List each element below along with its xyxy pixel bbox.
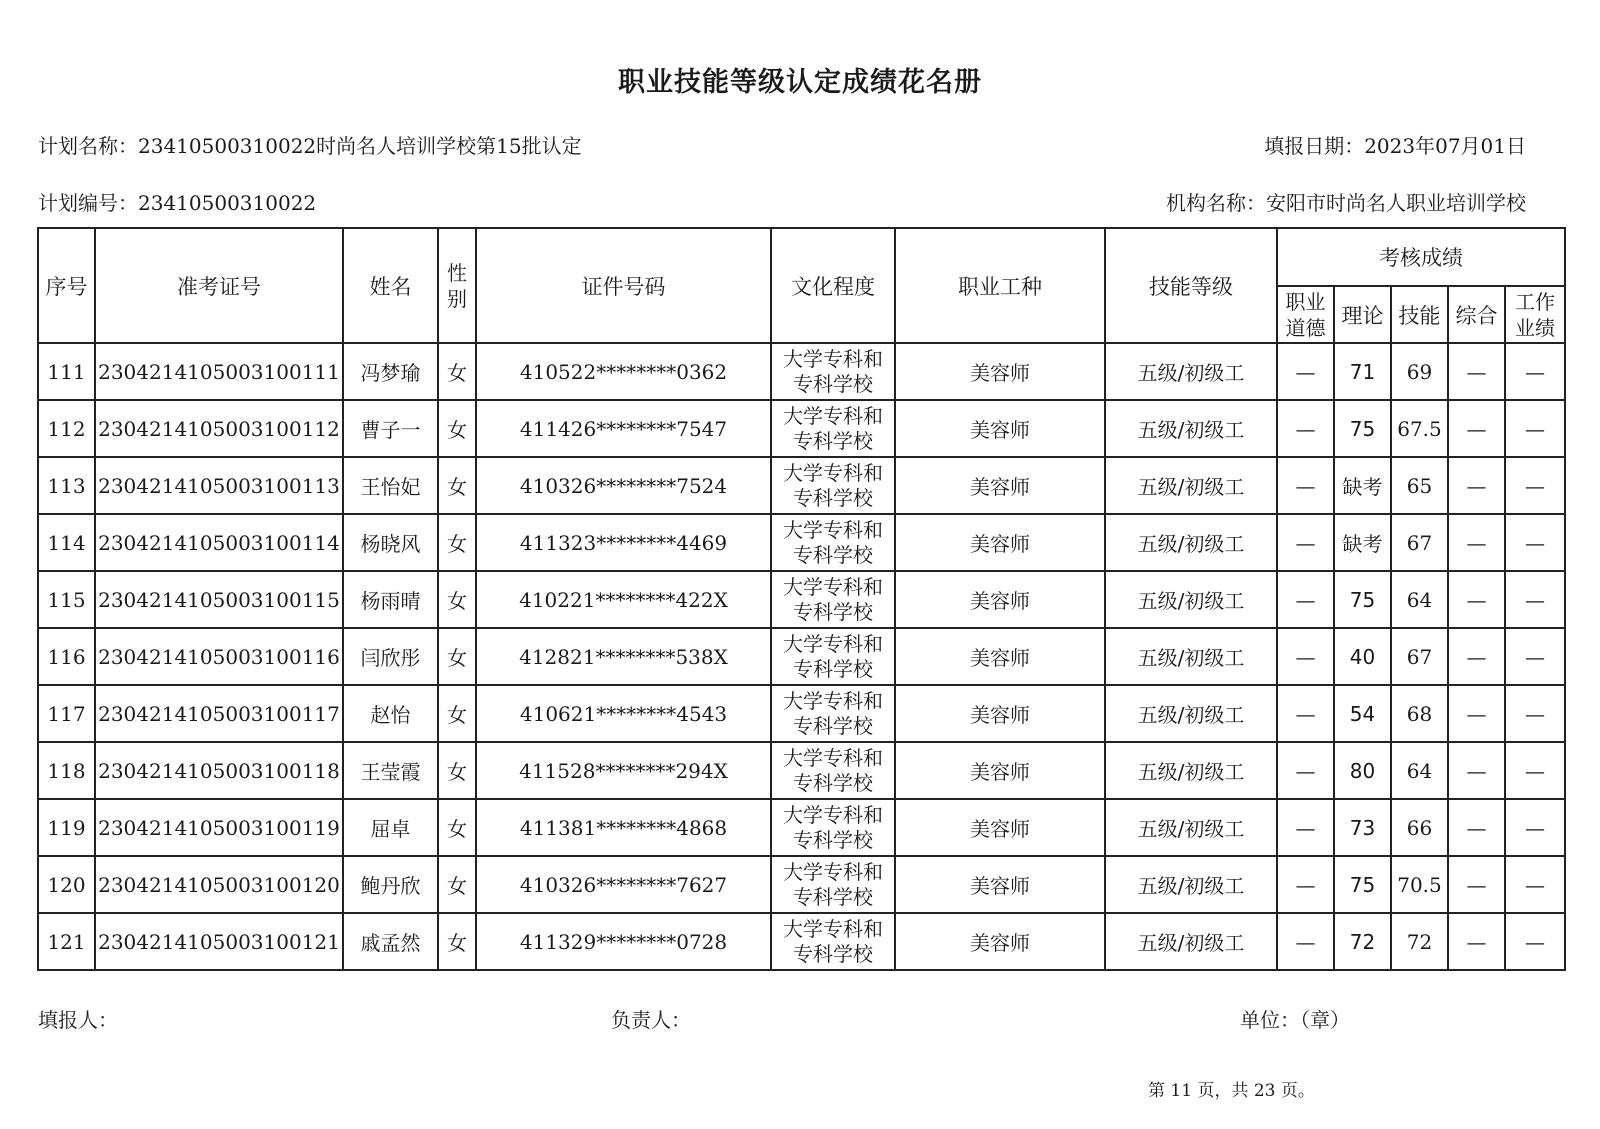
roster-body [38,343,1565,970]
cell-theory: 73 [1334,799,1391,856]
cell-name: 戚孟然 [343,913,438,970]
cell-name: 赵怡 [343,685,438,742]
cell-name: 冯梦瑜 [343,343,438,400]
cell-comprehensive: — [1448,343,1505,400]
cell-education [771,400,895,457]
cell-comprehensive: — [1448,628,1505,685]
cell-gender: 女 [438,685,476,742]
cell-seq: 121 [38,913,95,970]
cell-education-line2: 专科学校 [793,713,873,738]
cell-work: — [1505,457,1565,514]
cell-education-line1: 大学专科和 [783,403,883,428]
cell-gender: 女 [438,457,476,514]
cell-skill: 69 [1391,343,1448,400]
responsible-label: 负责人： [611,1008,691,1032]
table-row [38,628,1565,685]
cell-seq: 113 [38,457,95,514]
plan-name-value: 23410500310022时尚名人培训学校第15批认定 [138,134,582,158]
cell-occupation: 美容师 [895,400,1105,457]
cell-ticket: 2304214105003100113 [95,457,343,514]
cell-seq: 111 [38,343,95,400]
plan-number-label: 计划编号： [38,191,138,215]
header-work-line2: 业绩 [1515,315,1556,340]
cell-theory: 75 [1334,856,1391,913]
cell-education-line1: 大学专科和 [783,802,883,827]
cell-education-line2: 专科学校 [793,371,873,396]
cell-comprehensive: — [1448,799,1505,856]
cell-name: 屈卓 [343,799,438,856]
unit-seal-label: 单位：（章） [1240,1008,1350,1032]
plan-number [38,187,316,216]
plan-name [38,130,582,159]
cell-name: 曹子一 [343,400,438,457]
score-roster-table [37,227,1566,971]
cell-id-number: 411528********294X [476,742,771,799]
cell-ticket: 2304214105003100114 [95,514,343,571]
table-row [38,343,1565,400]
cell-occupation: 美容师 [895,685,1105,742]
cell-ethics: — [1277,799,1334,856]
cell-ethics: — [1277,742,1334,799]
cell-seq: 112 [38,400,95,457]
cell-seq: 114 [38,514,95,571]
cell-work: — [1505,913,1565,970]
organization-label: 机构名称： [1166,191,1266,215]
cell-education-line1: 大学专科和 [783,574,883,599]
page-number: 第 11 页，共 23 页。 [1148,1081,1315,1101]
cell-skill-level: 五级/初级工 [1105,343,1277,400]
cell-seq: 119 [38,799,95,856]
cell-skill: 67 [1391,628,1448,685]
page-title: 职业技能等级认定成绩花名册 [618,67,982,98]
cell-ethics: — [1277,514,1334,571]
cell-comprehensive: — [1448,400,1505,457]
cell-education-line1: 大学专科和 [783,745,883,770]
cell-ethics: — [1277,343,1334,400]
header-ticket: 准考证号 [95,228,343,343]
cell-ticket: 2304214105003100118 [95,742,343,799]
cell-ethics: — [1277,457,1334,514]
cell-skill-level: 五级/初级工 [1105,457,1277,514]
cell-occupation: 美容师 [895,514,1105,571]
cell-education [771,457,895,514]
cell-name: 王怡妃 [343,457,438,514]
cell-occupation: 美容师 [895,571,1105,628]
cell-occupation: 美容师 [895,913,1105,970]
cell-skill: 72 [1391,913,1448,970]
cell-theory: 80 [1334,742,1391,799]
cell-id-number: 410522********0362 [476,343,771,400]
cell-education [771,799,895,856]
cell-theory: 缺考 [1334,514,1391,571]
cell-skill: 64 [1391,571,1448,628]
cell-education [771,343,895,400]
cell-seq: 118 [38,742,95,799]
cell-education [771,856,895,913]
cell-name: 杨晓风 [343,514,438,571]
cell-id-number: 411323********4469 [476,514,771,571]
table-row [38,457,1565,514]
organization-value: 安阳市时尚名人职业培训学校 [1266,191,1526,215]
header-scores-group: 考核成绩 [1277,228,1565,286]
organization-name [1166,187,1526,216]
header-skill: 技能 [1391,286,1448,343]
cell-education [771,571,895,628]
cell-ticket: 2304214105003100115 [95,571,343,628]
cell-ethics: — [1277,628,1334,685]
cell-occupation: 美容师 [895,343,1105,400]
header-ethics-line1: 职业 [1285,289,1326,314]
cell-comprehensive: — [1448,856,1505,913]
report-date [1264,130,1526,159]
cell-education [771,913,895,970]
cell-education-line1: 大学专科和 [783,346,883,371]
cell-name: 鲍丹欣 [343,856,438,913]
cell-comprehensive: — [1448,571,1505,628]
cell-education-line2: 专科学校 [793,770,873,795]
cell-gender: 女 [438,400,476,457]
cell-education-line1: 大学专科和 [783,517,883,542]
header-ethics-line2: 道德 [1285,315,1326,340]
cell-work: — [1505,514,1565,571]
table-row [38,913,1565,970]
cell-id-number: 410326********7524 [476,457,771,514]
table-row [38,856,1565,913]
cell-education-line1: 大学专科和 [783,631,883,656]
cell-ethics: — [1277,685,1334,742]
cell-occupation: 美容师 [895,742,1105,799]
header-comprehensive: 综合 [1448,286,1505,343]
cell-skill-level: 五级/初级工 [1105,685,1277,742]
cell-work: — [1505,628,1565,685]
cell-skill-level: 五级/初级工 [1105,628,1277,685]
cell-skill-level: 五级/初级工 [1105,742,1277,799]
cell-ethics: — [1277,571,1334,628]
cell-work: — [1505,400,1565,457]
cell-skill-level: 五级/初级工 [1105,913,1277,970]
header-theory: 理论 [1334,286,1391,343]
cell-gender: 女 [438,856,476,913]
cell-ethics: — [1277,400,1334,457]
cell-name: 闫欣彤 [343,628,438,685]
header-id-number: 证件号码 [476,228,771,343]
cell-work: — [1505,571,1565,628]
cell-comprehensive: — [1448,742,1505,799]
cell-id-number: 410621********4543 [476,685,771,742]
cell-comprehensive: — [1448,514,1505,571]
cell-comprehensive: — [1448,685,1505,742]
table-row [38,400,1565,457]
cell-work: — [1505,799,1565,856]
cell-theory: 缺考 [1334,457,1391,514]
cell-ticket: 2304214105003100111 [95,343,343,400]
cell-work: — [1505,856,1565,913]
cell-gender: 女 [438,514,476,571]
cell-skill: 67 [1391,514,1448,571]
cell-gender: 女 [438,343,476,400]
cell-education-line2: 专科学校 [793,941,873,966]
cell-id-number: 412821********538X [476,628,771,685]
cell-gender: 女 [438,628,476,685]
header-gender-line2: 别 [447,286,467,311]
cell-theory: 72 [1334,913,1391,970]
cell-education-line2: 专科学校 [793,485,873,510]
cell-ticket: 2304214105003100119 [95,799,343,856]
cell-theory: 75 [1334,571,1391,628]
table-row [38,571,1565,628]
cell-skill: 64 [1391,742,1448,799]
cell-skill-level: 五级/初级工 [1105,799,1277,856]
header-skill-level: 技能等级 [1105,228,1277,343]
cell-name: 王莹霞 [343,742,438,799]
cell-gender: 女 [438,742,476,799]
cell-education-line2: 专科学校 [793,656,873,681]
report-date-value: 2023年07月01日 [1364,134,1526,158]
cell-comprehensive: — [1448,913,1505,970]
cell-education-line1: 大学专科和 [783,460,883,485]
cell-theory: 75 [1334,400,1391,457]
cell-occupation: 美容师 [895,856,1105,913]
header-occupation: 职业工种 [895,228,1105,343]
cell-skill: 68 [1391,685,1448,742]
cell-work: — [1505,343,1565,400]
cell-education-line2: 专科学校 [793,827,873,852]
cell-gender: 女 [438,571,476,628]
header-seq: 序号 [38,228,95,343]
cell-ticket: 2304214105003100120 [95,856,343,913]
cell-skill-level: 五级/初级工 [1105,514,1277,571]
cell-seq: 120 [38,856,95,913]
cell-skill-level: 五级/初级工 [1105,400,1277,457]
cell-seq: 115 [38,571,95,628]
cell-occupation: 美容师 [895,628,1105,685]
table-row [38,685,1565,742]
table-row [38,514,1565,571]
cell-education [771,685,895,742]
cell-theory: 40 [1334,628,1391,685]
cell-ticket: 2304214105003100116 [95,628,343,685]
cell-education-line1: 大学专科和 [783,688,883,713]
header-gender-line1: 性 [447,260,467,285]
cell-ticket: 2304214105003100121 [95,913,343,970]
cell-education-line2: 专科学校 [793,542,873,567]
cell-skill: 66 [1391,799,1448,856]
header-gender [438,228,476,343]
cell-skill: 70.5 [1391,856,1448,913]
cell-theory: 54 [1334,685,1391,742]
cell-comprehensive: — [1448,457,1505,514]
header-education: 文化程度 [771,228,895,343]
report-date-label: 填报日期： [1264,134,1365,158]
header-name: 姓名 [343,228,438,343]
plan-number-value: 23410500310022 [138,191,317,215]
table-row [38,742,1565,799]
cell-seq: 117 [38,685,95,742]
cell-ticket: 2304214105003100117 [95,685,343,742]
cell-id-number: 411381********4868 [476,799,771,856]
header-ethics [1277,286,1334,343]
cell-skill: 65 [1391,457,1448,514]
header-work [1505,286,1565,343]
cell-work: — [1505,685,1565,742]
cell-ethics: — [1277,913,1334,970]
cell-ethics: — [1277,856,1334,913]
cell-occupation: 美容师 [895,457,1105,514]
cell-id-number: 411426********7547 [476,400,771,457]
cell-work: — [1505,742,1565,799]
cell-skill-level: 五级/初级工 [1105,571,1277,628]
table-row [38,799,1565,856]
cell-occupation: 美容师 [895,799,1105,856]
cell-gender: 女 [438,799,476,856]
cell-gender: 女 [438,913,476,970]
cell-education [771,742,895,799]
cell-education-line2: 专科学校 [793,599,873,624]
cell-education-line1: 大学专科和 [783,859,883,884]
header-row-top [38,228,1565,286]
cell-education-line2: 专科学校 [793,428,873,453]
cell-education [771,514,895,571]
cell-theory: 71 [1334,343,1391,400]
cell-name: 杨雨晴 [343,571,438,628]
cell-id-number: 410221********422X [476,571,771,628]
cell-skill: 67.5 [1391,400,1448,457]
header-work-line1: 工作 [1515,289,1556,314]
plan-name-label: 计划名称： [38,134,138,158]
cell-education-line2: 专科学校 [793,884,873,909]
cell-skill-level: 五级/初级工 [1105,856,1277,913]
cell-id-number: 410326********7627 [476,856,771,913]
cell-seq: 116 [38,628,95,685]
cell-education [771,628,895,685]
cell-education-line1: 大学专科和 [783,916,883,941]
filler-label: 填报人： [38,1008,118,1032]
cell-id-number: 411329********0728 [476,913,771,970]
cell-ticket: 2304214105003100112 [95,400,343,457]
